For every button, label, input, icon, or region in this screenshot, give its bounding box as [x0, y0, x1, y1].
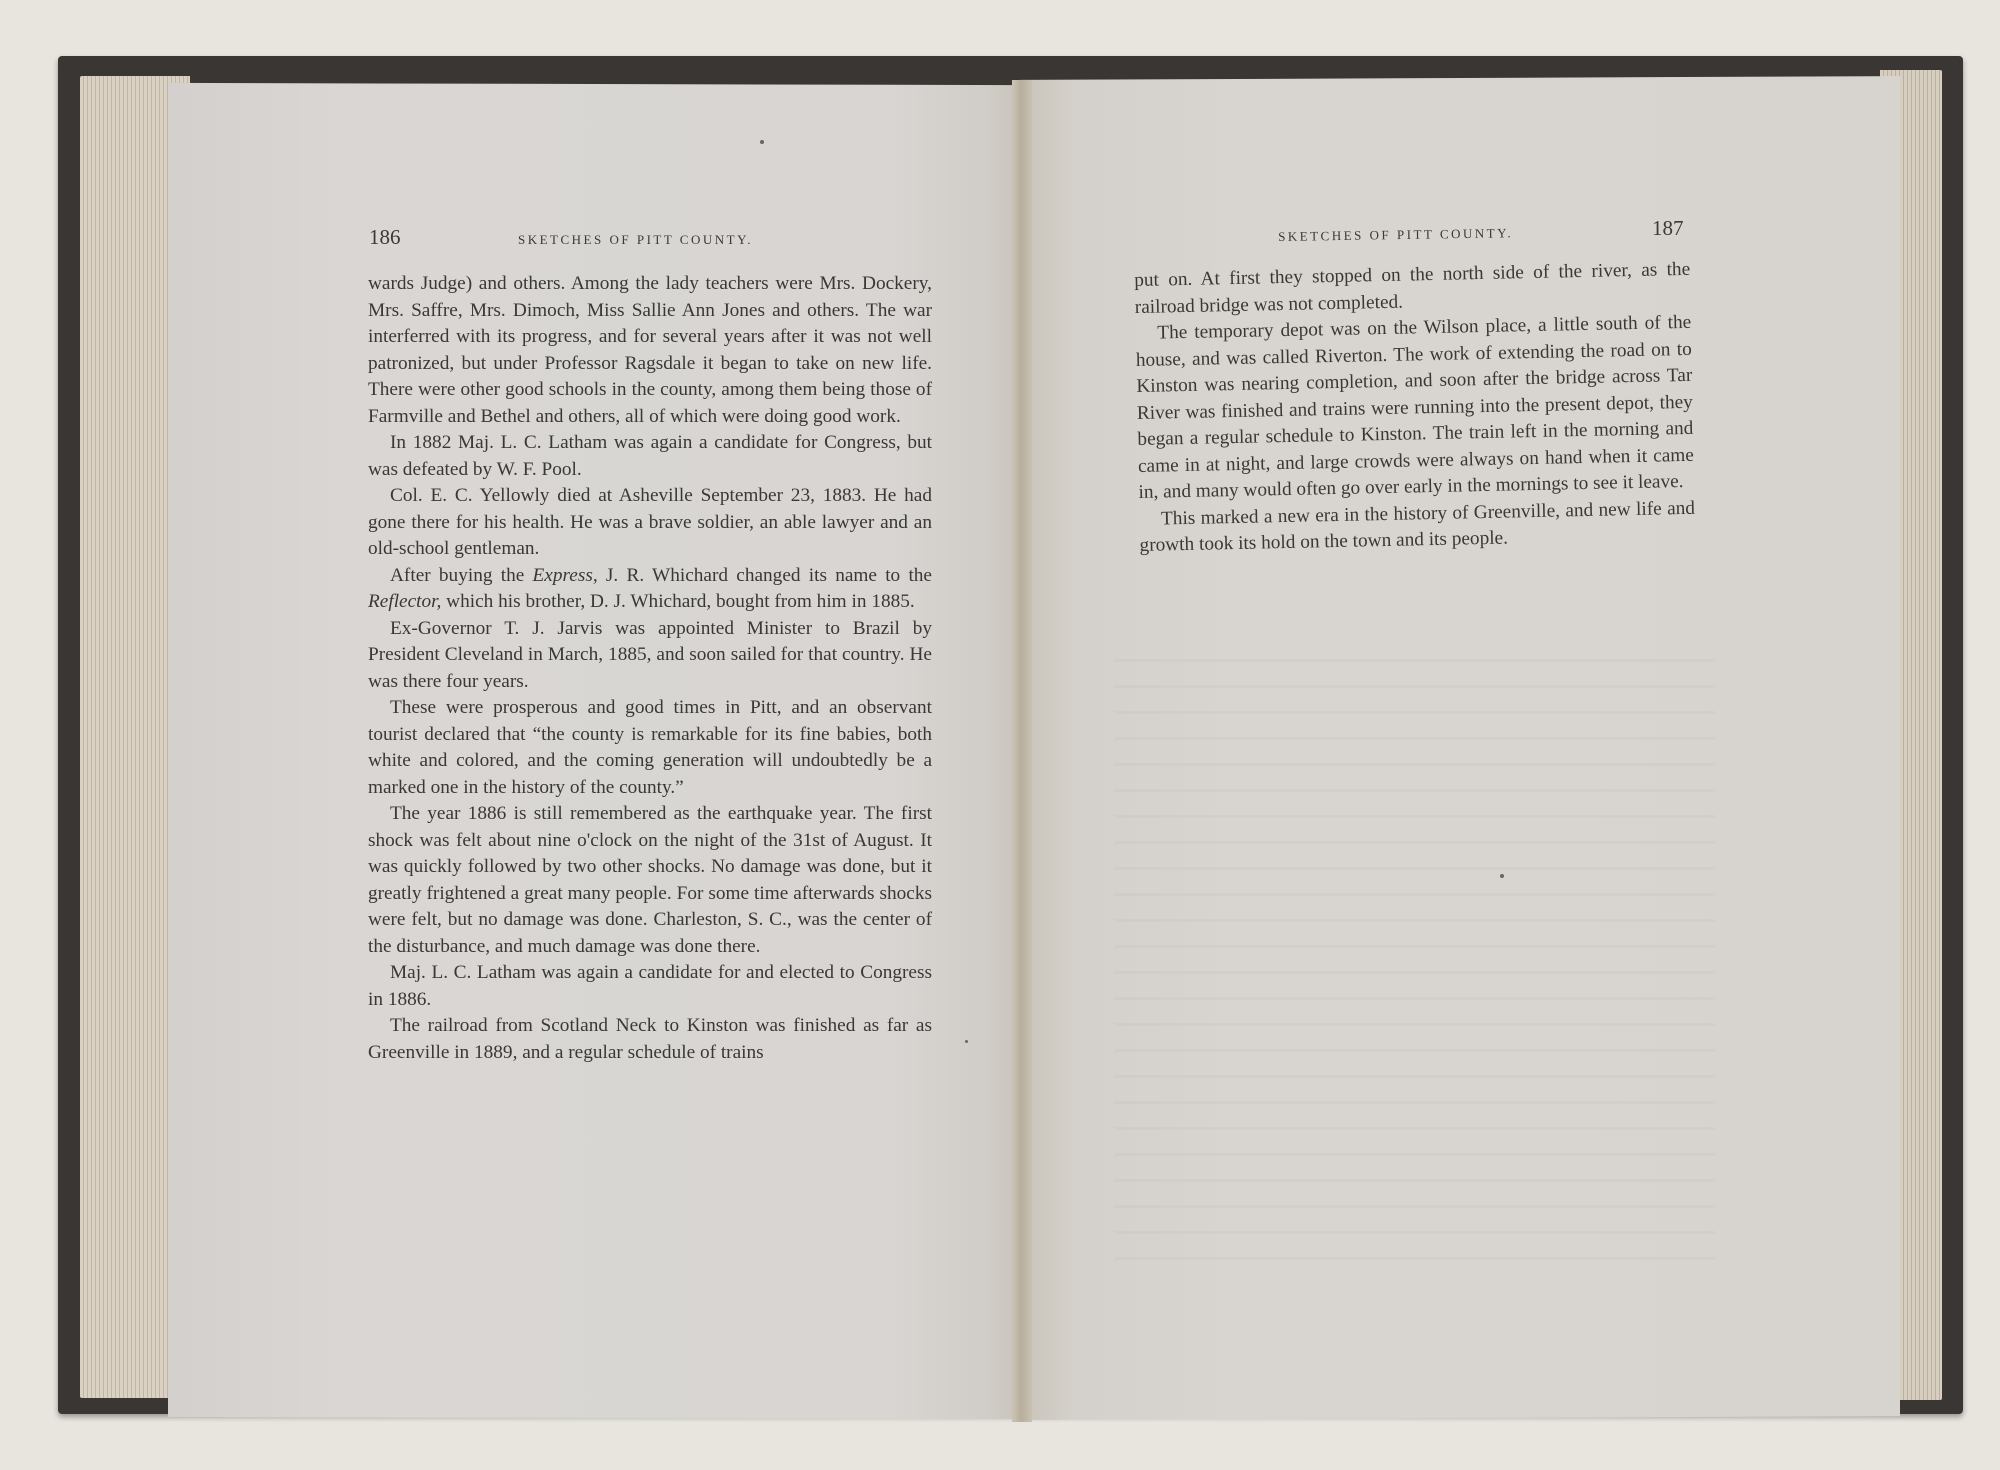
right-page-number: 187: [1652, 216, 1684, 240]
paragraph: The railroad from Scotland Neck to Kinston was finished as far as Greenville in 1889, and a regular schedule of trains: [368, 1015, 932, 1063]
paragraph: Maj. L. C. Latham was again a candidate for and elected to Congress in 1886.: [368, 962, 932, 1010]
left-page-number: 186: [369, 225, 401, 249]
paragraph: Col. E. C. Yellowly died at Asheville September 23, 1883. He had gone there for his health. He was a brave soldier, an able lawyer and an old-school gentleman.: [368, 485, 932, 559]
right-page-body: [1134, 257, 1696, 560]
newspaper-title: Express,: [532, 564, 598, 586]
paragraph: In 1882 Maj. L. C. Latham was again a candidate for Congress, but was defeated by W. F. Pool.: [368, 432, 932, 480]
paragraph: put on. At first they stopped on the north side of the river, as the railroad bridge was not completed.: [1134, 258, 1691, 318]
paragraph-text: J. R. Whichard changed its name to the: [597, 564, 932, 586]
paragraph: The temporary depot was on the Wilson place, a little south of the house, and was called Riverton. The work of extending the road on to Kinston was nearing completion, and soon after the bridge across Tar River was finished and trains were running into the present depot, they began a regular schedule to Kinston. The train left in the morning and came in at night, and large crowds were always on hand when it came in, and many would often go over early in the mornings to see it leave.: [1135, 311, 1695, 503]
paragraph-express: [368, 563, 932, 616]
paragraph: wards Judge) and others. Among the lady teachers were Mrs. Dockery, Mrs. Saffre, Mrs. Dimoch, Miss Sallie Ann Jones and others. The war interferred with its progress, and for several years after it was not well patronized, but under Professor Ragsdale it began to take on new life. There were other good schools in the county, among them being those of Farmville and Bethel and others, all of which were doing good work.: [368, 273, 932, 427]
paragraph-text: After buying the: [390, 564, 533, 586]
paper-speck: [760, 140, 764, 144]
paper-speck: [965, 1040, 968, 1043]
book-gutter: [1012, 80, 1032, 1422]
left-page-body: [368, 271, 932, 1066]
paragraph: This marked a new era in the history of Greenville, and new life and growth took its hold on the town and its people.: [1139, 497, 1696, 556]
paragraph-text: which his brother, D. J. Whichard, bought from him in 1885.: [441, 591, 915, 612]
paragraph: These were prosperous and good times in Pitt, and an observant tourist declared that “the county is remarkable for its fine babies, both white and colored, and the coming generation will undoubtedly be a marked one in the history of the county.”: [368, 697, 932, 798]
paper-speck: [1500, 874, 1504, 878]
paragraph: Ex-Governor T. J. Jarvis was appointed Minister to Brazil by President Cleveland in March, 1885, and soon sailed for that country. He was there four years.: [368, 617, 932, 692]
newspaper-title: Reflector,: [368, 591, 442, 612]
paragraph: The year 1886 is still remembered as the earthquake year. The first shock was felt about nine o'clock on the night of the 31st of August. It was quickly followed by two other shocks. No damage was done, but it greatly frightened a great many people. For some time afterwards shocks were felt, but no damage was done. Charleston, S. C., was the center of the disturbance, and much damage was done there.: [368, 803, 932, 957]
left-running-head: SKETCHES OF PITT COUNTY.: [518, 232, 754, 247]
show-through-texture: [1115, 640, 1715, 1260]
right-running-head: SKETCHES OF PITT COUNTY.: [1278, 225, 1514, 244]
